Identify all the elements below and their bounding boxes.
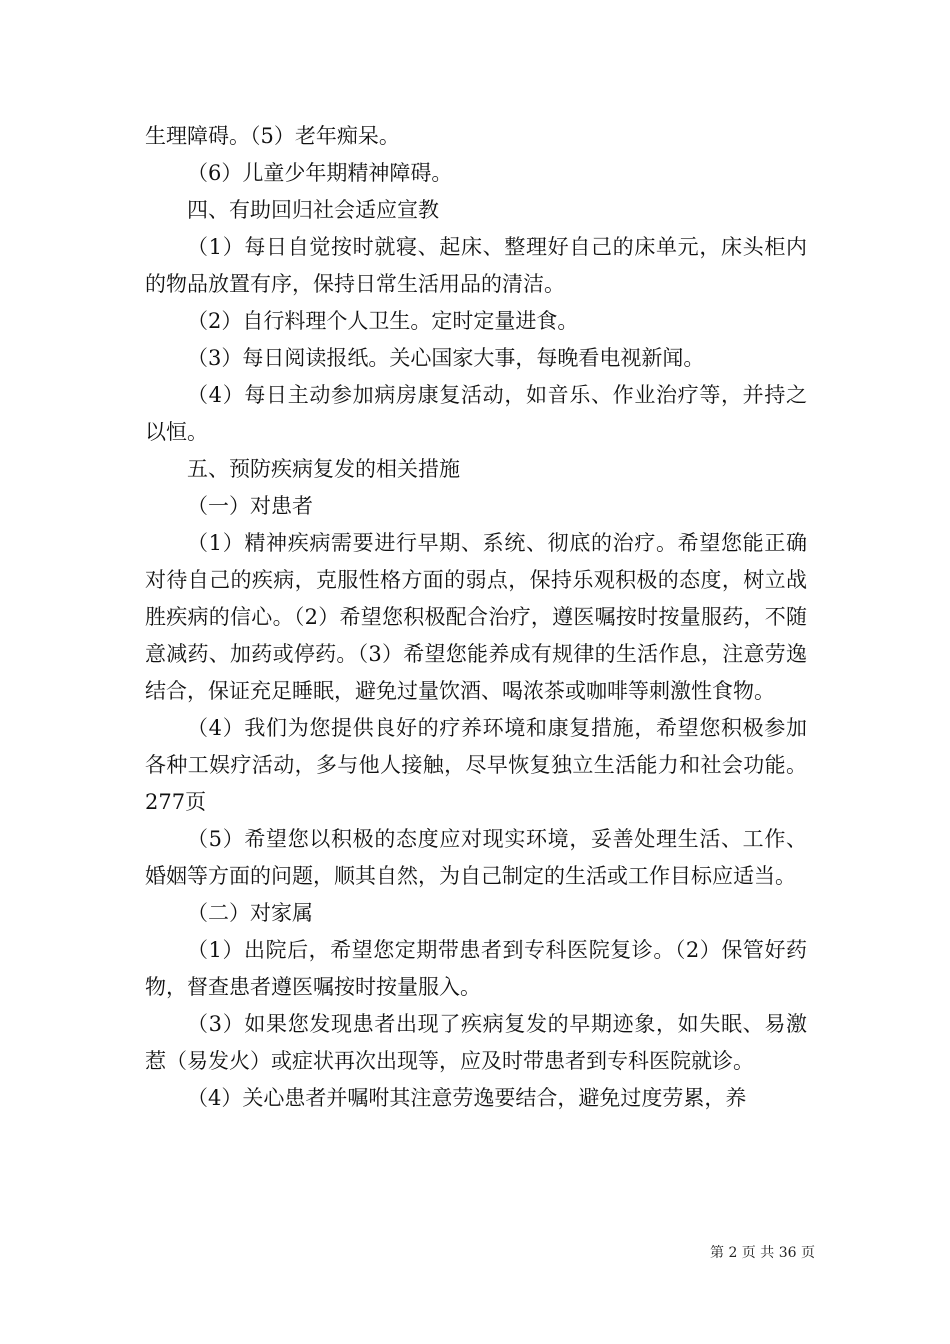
page-number: 第 2 页 共 36 页 xyxy=(710,1245,815,1261)
section-heading: 四、有助回归社会适应宣教 xyxy=(187,198,439,222)
section-heading: 五、预防疾病复发的相关措施 xyxy=(187,457,460,481)
paragraph: （1）精神疾病需要进行早期、系统、彻底的治疗。希望您能正确对待自己的疾病，克服性格方面的弱点，保持乐观积极的态度，树立战胜疾病的信心。（2）希望您积极配合治疗，遵医嘱按时按量服药，不随意减药、加药或停药。（3）希望您能养成有规律的生活作息，注意劳逸结合，保证充足睡眠，避免过量饮酒、喝浓茶或咖啡等刺激性食物。 xyxy=(145,531,807,703)
paragraph: （4）关心患者并嘱咐其注意劳逸要结合，避免过度劳累，养 xyxy=(187,1086,747,1110)
paragraph: （1）出院后，希望您定期带患者到专科医院复诊。（2）保管好药物，督查患者遵医嘱按时按量服入。 xyxy=(145,938,807,999)
paragraph: （6）儿童少年期精神障碍。 xyxy=(187,161,453,185)
paragraph: （3）如果您发现患者出现了疾病复发的早期迹象，如失眠、易激惹（易发火）或症状再次出现等，应及时带患者到专科医院就诊。 xyxy=(145,1012,807,1073)
subsection-heading: （一）对患者 xyxy=(187,494,313,518)
paragraph: （4）每日主动参加病房康复活动，如音乐、作业治疗等，并持之以恒。 xyxy=(145,383,807,444)
paragraph: （1）每日自觉按时就寝、起床、整理好自己的床单元，床头柜内的物品放置有序，保持日常生活用品的清洁。 xyxy=(145,235,807,296)
paragraph: 生理障碍。（5）老年痴呆。 xyxy=(145,124,400,148)
subsection-heading: （二）对家属 xyxy=(187,901,313,925)
page-body xyxy=(145,118,807,1117)
paragraph: （4）我们为您提供良好的疗养环境和康复措施，希望您积极参加各种工娱疗活动，多与他人接触，尽早恢复独立生活能力和社会功能。277页 xyxy=(145,716,807,814)
paragraph: （2）自行料理个人卫生。定时定量进食。 xyxy=(187,309,579,333)
paragraph: （3）每日阅读报纸。关心国家大事，每晚看电视新闻。 xyxy=(187,346,705,370)
paragraph: （5）希望您以积极的态度应对现实环境，妥善处理生活、工作、婚姻等方面的问题，顺其自然，为自己制定的生活或工作目标应适当。 xyxy=(145,827,807,888)
